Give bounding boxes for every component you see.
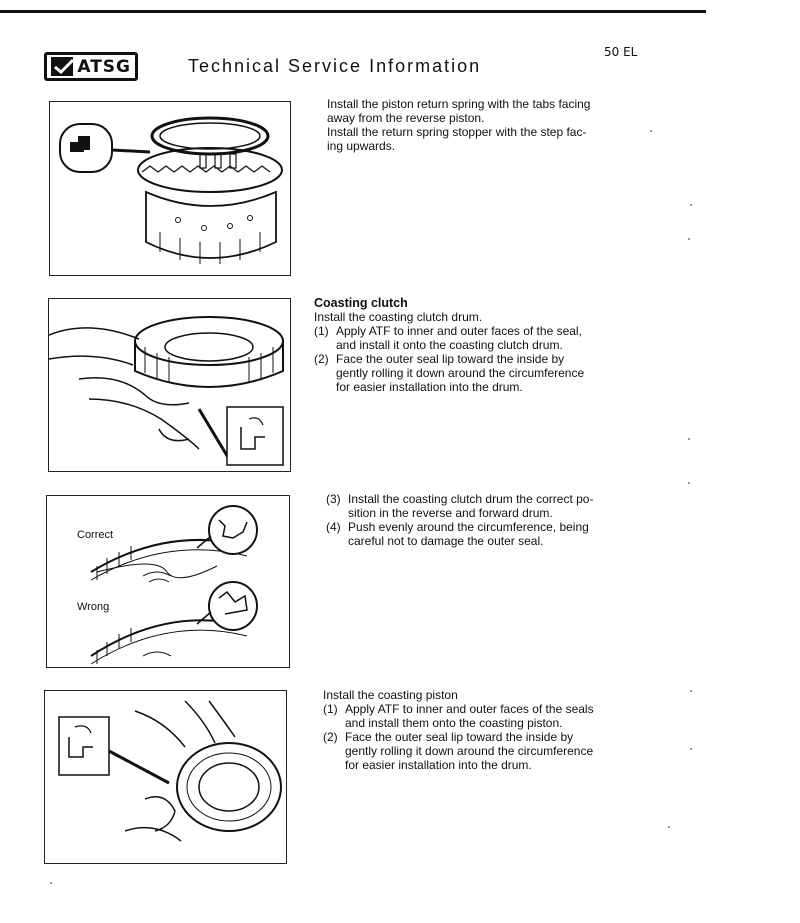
scan-speck	[688, 438, 690, 440]
coasting-clutch-text	[314, 296, 604, 394]
text-line: Install the return spring stopper with the step fac-	[327, 125, 587, 139]
scan-speck	[50, 882, 52, 884]
step-list	[323, 702, 603, 772]
step-line: gently rolling it down around the circumference	[336, 366, 585, 380]
atsg-logo	[44, 52, 138, 81]
step-number: (2)	[323, 730, 338, 744]
scan-speck	[688, 482, 690, 484]
step-list	[326, 492, 606, 548]
step-line: Apply ATF to inner and outer faces of the seals	[345, 702, 594, 716]
correct-wrong-illustration	[47, 496, 291, 669]
scan-speck	[688, 238, 690, 240]
clutch-drum-illustration	[49, 299, 292, 473]
text-line: away from the reverse piston.	[327, 111, 485, 125]
step-line: Push evenly around the circumference, being	[348, 520, 589, 534]
step-number: (1)	[323, 702, 338, 716]
step-line: and install them onto the coasting piston.	[345, 716, 563, 730]
label-correct: Correct	[77, 529, 114, 541]
label-wrong: Wrong	[77, 601, 110, 613]
step-line: and install it onto the coasting clutch drum.	[336, 338, 563, 352]
text-line: Install the piston return spring with the tabs facing	[327, 97, 591, 111]
step-line: Apply ATF to inner and outer faces of the seal,	[336, 324, 582, 338]
step-line: sition in the reverse and forward drum.	[348, 506, 553, 520]
step-number: (4)	[326, 520, 341, 534]
step-line: Install the coasting clutch drum the correct po-	[348, 492, 594, 506]
scan-speck	[650, 130, 652, 132]
top-rule	[0, 10, 706, 13]
coasting-piston-text	[323, 688, 603, 772]
list-item	[326, 520, 606, 548]
piston-spring-text	[327, 97, 597, 153]
checkmark-icon	[51, 57, 73, 76]
step-list	[314, 324, 604, 394]
figure-piston-return-spring	[49, 101, 291, 276]
step-line: careful not to damage the outer seal.	[348, 534, 544, 548]
step-line: gently rolling it down around the circumference	[345, 744, 594, 758]
step-line: Face the outer seal lip toward the inside by	[336, 352, 565, 366]
section-heading: Coasting clutch	[314, 296, 408, 310]
page-number: 50 EL	[604, 45, 638, 59]
intro-line: Install the coasting piston	[323, 688, 458, 702]
figure-coasting-piston	[44, 690, 287, 864]
list-item	[326, 492, 606, 520]
figure-coasting-clutch-drum	[48, 298, 291, 472]
intro-line: Install the coasting clutch drum.	[314, 310, 483, 324]
step-line: for easier installation into the drum.	[336, 380, 523, 394]
scan-speck	[668, 826, 670, 828]
step-number: (1)	[314, 324, 329, 338]
scan-speck	[690, 690, 692, 692]
coasting-piston-illustration	[45, 691, 288, 865]
page-title: Technical Service Information	[188, 56, 482, 76]
scan-speck	[690, 204, 692, 206]
list-item	[314, 324, 604, 352]
list-item	[323, 730, 603, 772]
step-number: (2)	[314, 352, 329, 366]
list-item	[323, 702, 603, 730]
step-line: Face the outer seal lip toward the inside by	[345, 730, 574, 744]
step-line: for easier installation into the drum.	[345, 758, 532, 772]
scan-speck	[690, 748, 692, 750]
step-number: (3)	[326, 492, 341, 506]
list-item	[314, 352, 604, 394]
piston-spring-illustration	[50, 102, 292, 277]
figure-correct-wrong-position	[46, 495, 290, 668]
logo-text: ATSG	[77, 56, 131, 77]
text-line: ing upwards.	[327, 139, 396, 153]
drum-install-text	[326, 492, 606, 548]
